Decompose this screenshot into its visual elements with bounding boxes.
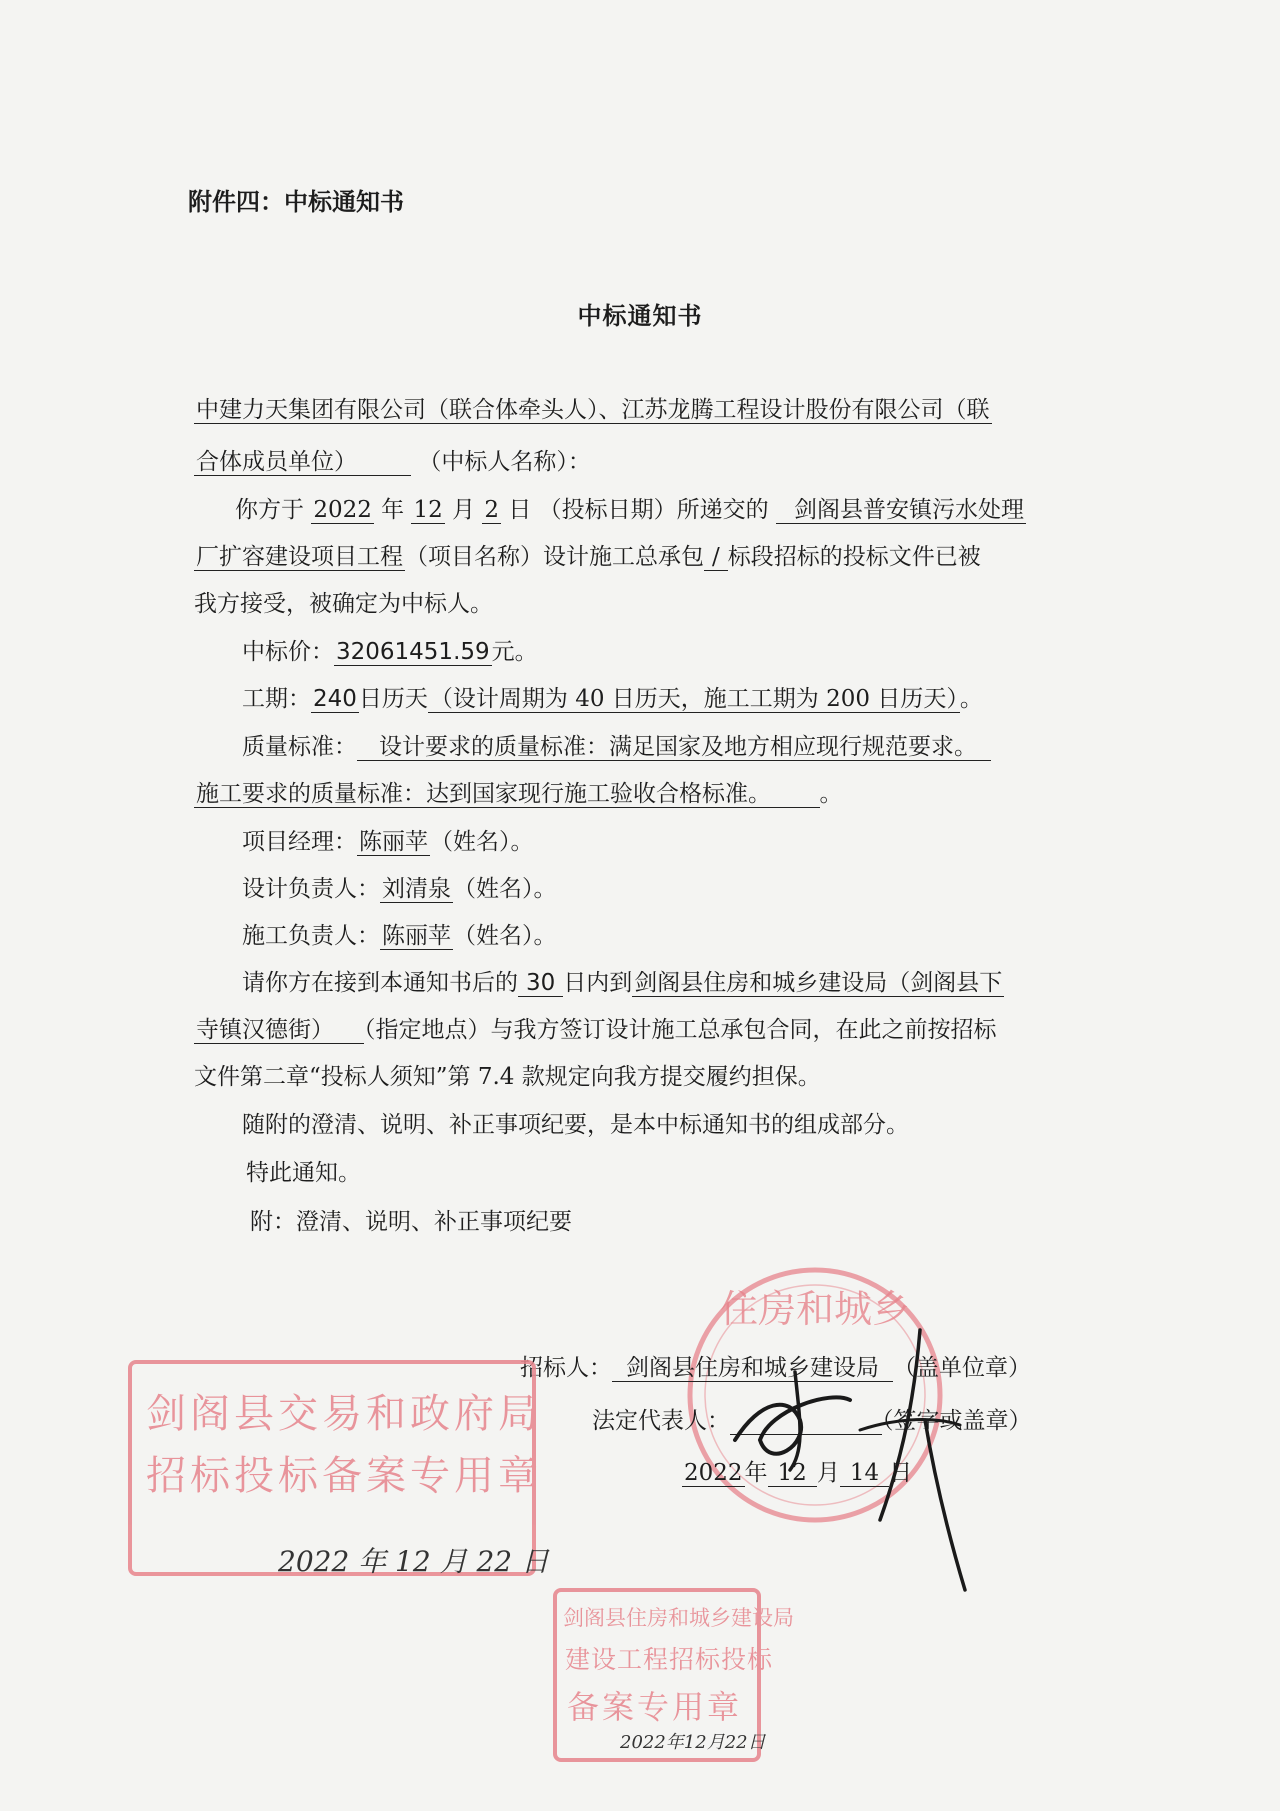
price-line <box>242 636 538 668</box>
construction-lead-suffix: （姓名）。 <box>453 923 557 949</box>
issue-year: 2022 <box>684 1460 743 1486</box>
legal-rep-signature-blank <box>730 1408 882 1435</box>
price-value: 32061451.59 <box>336 639 490 665</box>
para1-text: （项目名称）设计施工总承包 <box>405 544 704 570</box>
tenderer-label: 招标人： <box>520 1355 612 1381</box>
duration-line <box>242 683 983 715</box>
para2-line-2 <box>194 1014 997 1046</box>
construction-lead-label: 施工负责人： <box>242 923 380 949</box>
project-manager-label: 项目经理： <box>242 829 357 855</box>
para2-line-3: 文件第二章“投标人须知”第 7.4 款规定向我方提交履约担保。 <box>194 1064 821 1090</box>
construction-lead-line <box>242 920 557 952</box>
project-name-part2: 厂扩容建设项目工程 <box>196 544 403 570</box>
duration-detail: （设计周期为 40 日历天，施工工期为 200 日历天） <box>429 686 958 712</box>
bid-month: 12 <box>413 497 443 523</box>
project-manager-suffix: （姓名）。 <box>430 829 534 855</box>
legal-rep-suffix: （签字或盖章） <box>882 1408 1032 1434</box>
round-stamp-text: 住房和城乡 <box>719 1287 911 1331</box>
tenderer-line <box>520 1352 1031 1384</box>
issue-month: 12 <box>768 1460 817 1487</box>
issue-month-unit: 月 <box>816 1460 840 1486</box>
para2-text: 请你方在接到本通知书后的 <box>242 970 518 996</box>
para3-line: 随附的澄清、说明、补正事项纪要，是本中标通知书的组成部分。 <box>242 1112 909 1138</box>
quality-line-1 <box>242 731 991 763</box>
duration-value: 240 <box>313 686 357 712</box>
filing-stamp-bottom-row2: 建设工程招标投标 <box>565 1645 774 1674</box>
filing-stamp-bottom-row1: 剑阁县住房和城乡建设局 <box>563 1606 794 1630</box>
bid-year: 2022 <box>313 497 372 523</box>
recipient-suffix: （中标人名称）： <box>418 449 591 475</box>
filing-stamp-bottom-row3: 备案专用章 <box>567 1688 743 1726</box>
section-number: / <box>704 544 728 571</box>
legal-rep-line <box>592 1405 1032 1437</box>
quality-label: 质量标准： <box>242 734 357 760</box>
para1-line-2 <box>194 541 981 573</box>
issue-day: 14 <box>840 1460 889 1487</box>
para2-text: （指定地点）与我方签订设计施工总承包合同，在此之前按招标 <box>364 1017 997 1043</box>
attachment-label: 附件四：中标通知书 <box>188 187 404 216</box>
recipient-line-1 <box>194 394 992 426</box>
recipient-line-2 <box>194 446 591 478</box>
price-label: 中标价： <box>242 639 334 665</box>
recipient-name-part1: 中建力天集团有限公司（联合体牵头人）、江苏龙腾工程设计股份有限公司（联 <box>196 397 990 423</box>
design-lead-suffix: （姓名）。 <box>453 876 557 902</box>
construction-lead-name: 陈丽苹 <box>382 923 451 949</box>
bid-month-unit: 月 <box>452 497 476 523</box>
signing-days: 30 <box>518 970 563 997</box>
para1-text: 标段招标的投标文件已被 <box>727 544 981 570</box>
signing-place-part1: 剑阁县住房和城乡建设局（剑阁县下 <box>634 970 1003 996</box>
para2-text: 日内到 <box>563 970 633 996</box>
filing-stamp-bottom-date: 2022年12月22日 <box>620 1732 766 1753</box>
design-lead-name: 刘清泉 <box>382 876 451 902</box>
recipient-name-part2: 合体成员单位） <box>196 449 357 475</box>
quality-end: 。 <box>819 781 843 807</box>
page-title: 中标通知书 <box>577 301 703 330</box>
quality-line-2 <box>194 778 843 810</box>
legal-rep-label: 法定代表人： <box>592 1408 730 1434</box>
project-manager-line <box>242 826 534 858</box>
quality-construction: 施工要求的质量标准：达到国家现行施工验收合格标准。 <box>194 781 820 808</box>
filing-stamp-left-row2: 招标投标备案专用章 <box>146 1453 542 1499</box>
duration-end: 。 <box>959 686 983 712</box>
tenderer-suffix: （盖单位章） <box>893 1355 1031 1381</box>
bid-day: 2 <box>484 497 500 523</box>
tenderer-value: 剑阁县住房和城乡建设局 <box>612 1355 893 1382</box>
para1-line-3: 我方接受，被确定为中标人。 <box>194 591 493 617</box>
para1-text: 你方于 <box>235 497 304 523</box>
quality-design: 设计要求的质量标准：满足国家及地方相应现行规范要求。 <box>357 734 991 761</box>
appendix-line: 附：澄清、说明、补正事项纪要 <box>250 1209 572 1235</box>
design-lead-line <box>242 873 557 905</box>
project-name-part1: 剑阁县普安镇污水处理 <box>776 497 1026 524</box>
issue-day-unit: 日 <box>889 1460 913 1486</box>
duration-label: 工期： <box>242 686 311 712</box>
issue-date-line <box>682 1457 912 1489</box>
para1-line-1 <box>235 494 1026 526</box>
price-unit: 元。 <box>491 639 538 665</box>
project-manager-name: 陈丽苹 <box>359 829 428 855</box>
filing-stamp-left-date: 2022 年 12 月 22 日 <box>278 1545 550 1578</box>
closing-line: 特此通知。 <box>246 1160 361 1186</box>
design-lead-label: 设计负责人： <box>242 876 380 902</box>
bid-year-unit: 年 <box>381 497 405 523</box>
duration-unit: 日历天 <box>358 686 428 712</box>
issue-year-unit: 年 <box>744 1460 768 1486</box>
para2-line-1 <box>242 967 1004 999</box>
filing-stamp-left-row1: 剑阁县交易和政府局 <box>146 1391 542 1437</box>
para1-text: （投标日期）所递交的 <box>538 497 769 523</box>
signing-place-part2: 寺镇汉德街） <box>194 1017 364 1044</box>
bid-day-unit: 日 <box>508 497 532 523</box>
